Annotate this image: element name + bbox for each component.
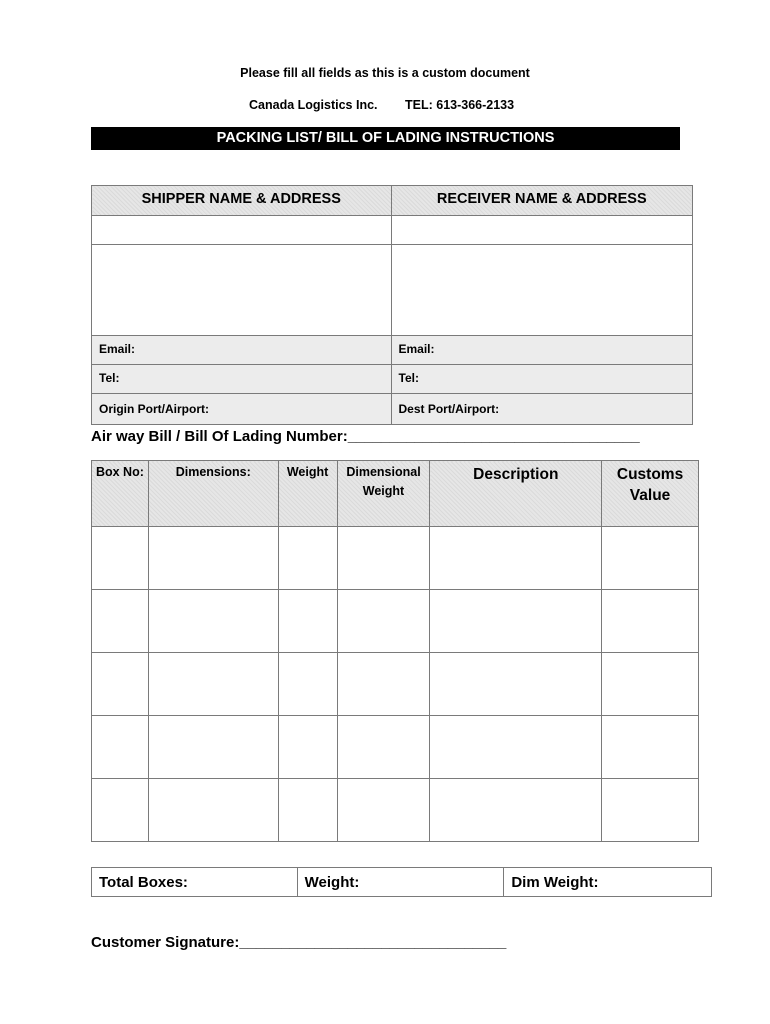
- receiver-header: RECEIVER NAME & ADDRESS: [391, 186, 693, 216]
- totals-table: [91, 867, 712, 897]
- dimensional-weight-cell[interactable]: [337, 779, 430, 842]
- description-cell[interactable]: [430, 716, 602, 779]
- col-weight: Weight: [278, 461, 337, 527]
- shipper-header: SHIPPER NAME & ADDRESS: [92, 186, 392, 216]
- box-no-cell[interactable]: [92, 527, 149, 590]
- weight-cell[interactable]: [278, 779, 337, 842]
- receiver-tel-label: Tel:: [398, 371, 419, 385]
- description-cell[interactable]: [430, 779, 602, 842]
- box-no-cell[interactable]: [92, 653, 149, 716]
- shipper-name-field[interactable]: [92, 216, 392, 245]
- table-row: [92, 527, 699, 590]
- origin-port-field[interactable]: [92, 394, 392, 425]
- dimensional-weight-cell[interactable]: [337, 527, 430, 590]
- dest-port-field[interactable]: [391, 394, 693, 425]
- weight-cell[interactable]: [278, 527, 337, 590]
- customer-signature-line[interactable]: Customer Signature:________________________________: [91, 934, 507, 951]
- awb-number-line[interactable]: Air way Bill / Bill Of Lading Number:___________________________________: [91, 428, 640, 445]
- description-cell[interactable]: [430, 590, 602, 653]
- dest-port-label: Dest Port/Airport:: [398, 402, 500, 416]
- dimensions-cell[interactable]: [148, 716, 278, 779]
- form-title-banner: PACKING LIST/ BILL OF LADING INSTRUCTIONS: [91, 127, 680, 150]
- origin-port-label: Origin Port/Airport:: [99, 402, 209, 416]
- col-dimensional-weight: Dimensional Weight: [337, 461, 430, 527]
- receiver-tel-field[interactable]: [391, 365, 693, 394]
- table-row: [92, 653, 699, 716]
- box-no-cell[interactable]: [92, 779, 149, 842]
- col-description: Description: [430, 461, 602, 527]
- company-telephone: TEL: 613-366-2133: [405, 98, 515, 112]
- table-row: [92, 716, 699, 779]
- description-cell[interactable]: [430, 527, 602, 590]
- col-customs-value: Customs Value: [602, 461, 699, 527]
- customs-value-cell[interactable]: [602, 716, 699, 779]
- dimensional-weight-cell[interactable]: [337, 653, 430, 716]
- box-no-cell[interactable]: [92, 590, 149, 653]
- dimensional-weight-cell[interactable]: [337, 716, 430, 779]
- shipper-email-field[interactable]: [92, 336, 392, 365]
- total-weight-field[interactable]: [297, 868, 504, 897]
- dimensions-cell[interactable]: [148, 590, 278, 653]
- dimensions-cell[interactable]: [148, 779, 278, 842]
- receiver-name-field[interactable]: [391, 216, 693, 245]
- box-no-cell[interactable]: [92, 716, 149, 779]
- customs-value-cell[interactable]: [602, 653, 699, 716]
- weight-cell[interactable]: [278, 716, 337, 779]
- shipper-tel-field[interactable]: [92, 365, 392, 394]
- total-weight-label: Weight:: [304, 873, 360, 891]
- receiver-email-label: Email:: [398, 342, 435, 356]
- receiver-email-field[interactable]: [391, 336, 693, 365]
- description-cell[interactable]: [430, 653, 602, 716]
- customs-value-cell[interactable]: [602, 779, 699, 842]
- total-boxes-field[interactable]: [92, 868, 298, 897]
- shipper-email-label: Email:: [99, 342, 136, 356]
- table-row: [92, 590, 699, 653]
- dimensions-cell[interactable]: [148, 653, 278, 716]
- total-boxes-label: Total Boxes:: [99, 873, 188, 891]
- total-dim-weight-label: Dim Weight:: [511, 873, 599, 891]
- weight-cell[interactable]: [278, 590, 337, 653]
- total-dim-weight-field[interactable]: [504, 868, 712, 897]
- col-dimensions: Dimensions:: [148, 461, 278, 527]
- col-box-no: Box No:: [92, 461, 149, 527]
- customs-value-cell[interactable]: [602, 590, 699, 653]
- company-name: Canada Logistics Inc.: [249, 98, 378, 112]
- items-table: [91, 460, 699, 842]
- receiver-address-field[interactable]: [391, 245, 693, 336]
- shipper-address-field[interactable]: [92, 245, 392, 336]
- customs-value-cell[interactable]: [602, 527, 699, 590]
- table-row: [92, 779, 699, 842]
- weight-cell[interactable]: [278, 653, 337, 716]
- shipper-tel-label: Tel:: [99, 371, 120, 385]
- address-table: [91, 185, 693, 425]
- form-note: Please fill all fields as this is a custom document: [240, 66, 530, 80]
- dimensions-cell[interactable]: [148, 527, 278, 590]
- dimensional-weight-cell[interactable]: [337, 590, 430, 653]
